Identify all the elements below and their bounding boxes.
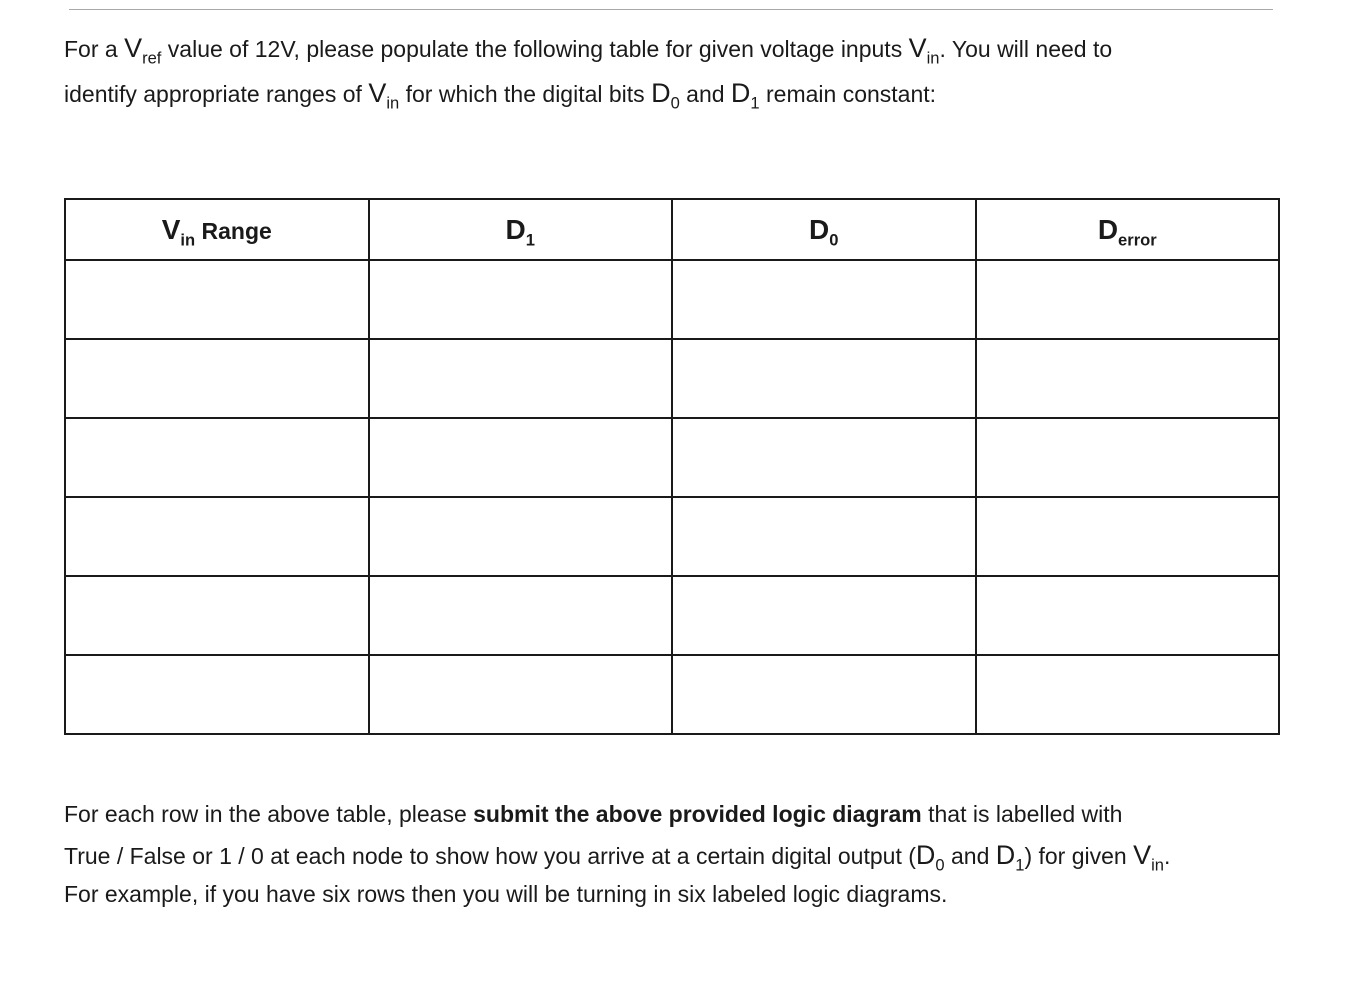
table-row — [65, 260, 1279, 339]
d1-symbol: D — [730, 78, 751, 108]
table-cell[interactable] — [672, 576, 976, 655]
outro-paragraph — [64, 794, 1294, 911]
vin-symbol: V — [1133, 840, 1152, 870]
table-cell[interactable] — [976, 655, 1280, 734]
answer-table — [64, 198, 1280, 735]
vref-symbol: V — [124, 33, 143, 63]
vref-subscript: ref — [142, 48, 162, 68]
intro-text: value of 12V, please populate the following table for given voltage inputs — [161, 36, 909, 62]
outro-line-1: For each row in the above table, please submit the above provided logic diagram that is labelled with — [64, 801, 1123, 827]
table-header-row — [65, 199, 1279, 260]
intro-paragraph — [64, 26, 1294, 116]
header-derror: $D_{error}$ — [976, 199, 1280, 260]
table-cell[interactable] — [369, 418, 673, 497]
table-cell[interactable] — [672, 260, 976, 339]
table-cell[interactable] — [976, 339, 1280, 418]
table-cell[interactable] — [369, 655, 673, 734]
table-row — [65, 339, 1279, 418]
intro-text: For a — [64, 36, 125, 62]
table-cell[interactable] — [65, 260, 369, 339]
vin-subscript: in — [386, 93, 400, 113]
table-cell[interactable] — [672, 339, 976, 418]
top-divider — [69, 9, 1273, 10]
table-row — [65, 497, 1279, 576]
table-cell[interactable] — [976, 260, 1280, 339]
header-d1: $D_1$ — [369, 199, 673, 260]
vin-symbol: V — [368, 78, 387, 108]
d0-subscript: 0 — [670, 93, 680, 113]
d1-subscript: 1 — [750, 93, 760, 113]
header-d0: $D_0$ — [672, 199, 976, 260]
d1-symbol: D — [995, 840, 1016, 870]
outro-emphasis: submit the above provided logic diagram — [473, 801, 922, 827]
vin-subscript: in — [926, 48, 940, 68]
d0-symbol: D — [915, 840, 936, 870]
vin-symbol: V — [908, 33, 927, 63]
table-cell[interactable] — [976, 497, 1280, 576]
header-vin-range: $V_{in}$ Range — [65, 199, 369, 260]
outro-line-3: For example, if you have six rows then you will be turning in six labeled logic diagrams. — [64, 881, 948, 907]
table-row — [65, 576, 1279, 655]
table-cell[interactable] — [65, 418, 369, 497]
table-cell[interactable] — [976, 576, 1280, 655]
table-cell[interactable] — [672, 418, 976, 497]
table-cell[interactable] — [65, 576, 369, 655]
table-cell[interactable] — [672, 655, 976, 734]
intro-text: and — [679, 81, 731, 107]
table-cell[interactable] — [65, 655, 369, 734]
table-cell[interactable] — [369, 576, 673, 655]
table-row — [65, 418, 1279, 497]
table-cell[interactable] — [65, 339, 369, 418]
table-cell[interactable] — [65, 497, 369, 576]
table-cell[interactable] — [976, 418, 1280, 497]
table-cell[interactable] — [369, 497, 673, 576]
intro-text: identify appropriate ranges of — [64, 81, 369, 107]
outro-line-2: True / False or 1 / 0 at each node to show how you arrive at a certain digital output ($D_0$ and $D_1$) for given $V_{in}$. — [64, 840, 1171, 875]
table-row — [65, 655, 1279, 734]
intro-text: remain constant: — [759, 81, 937, 107]
table-cell[interactable] — [672, 497, 976, 576]
intro-text: for which the digital bits — [399, 81, 652, 107]
table-cell[interactable] — [369, 339, 673, 418]
d0-symbol: D — [651, 78, 671, 108]
table-cell[interactable] — [369, 260, 673, 339]
intro-text: . You will need to — [939, 36, 1113, 62]
